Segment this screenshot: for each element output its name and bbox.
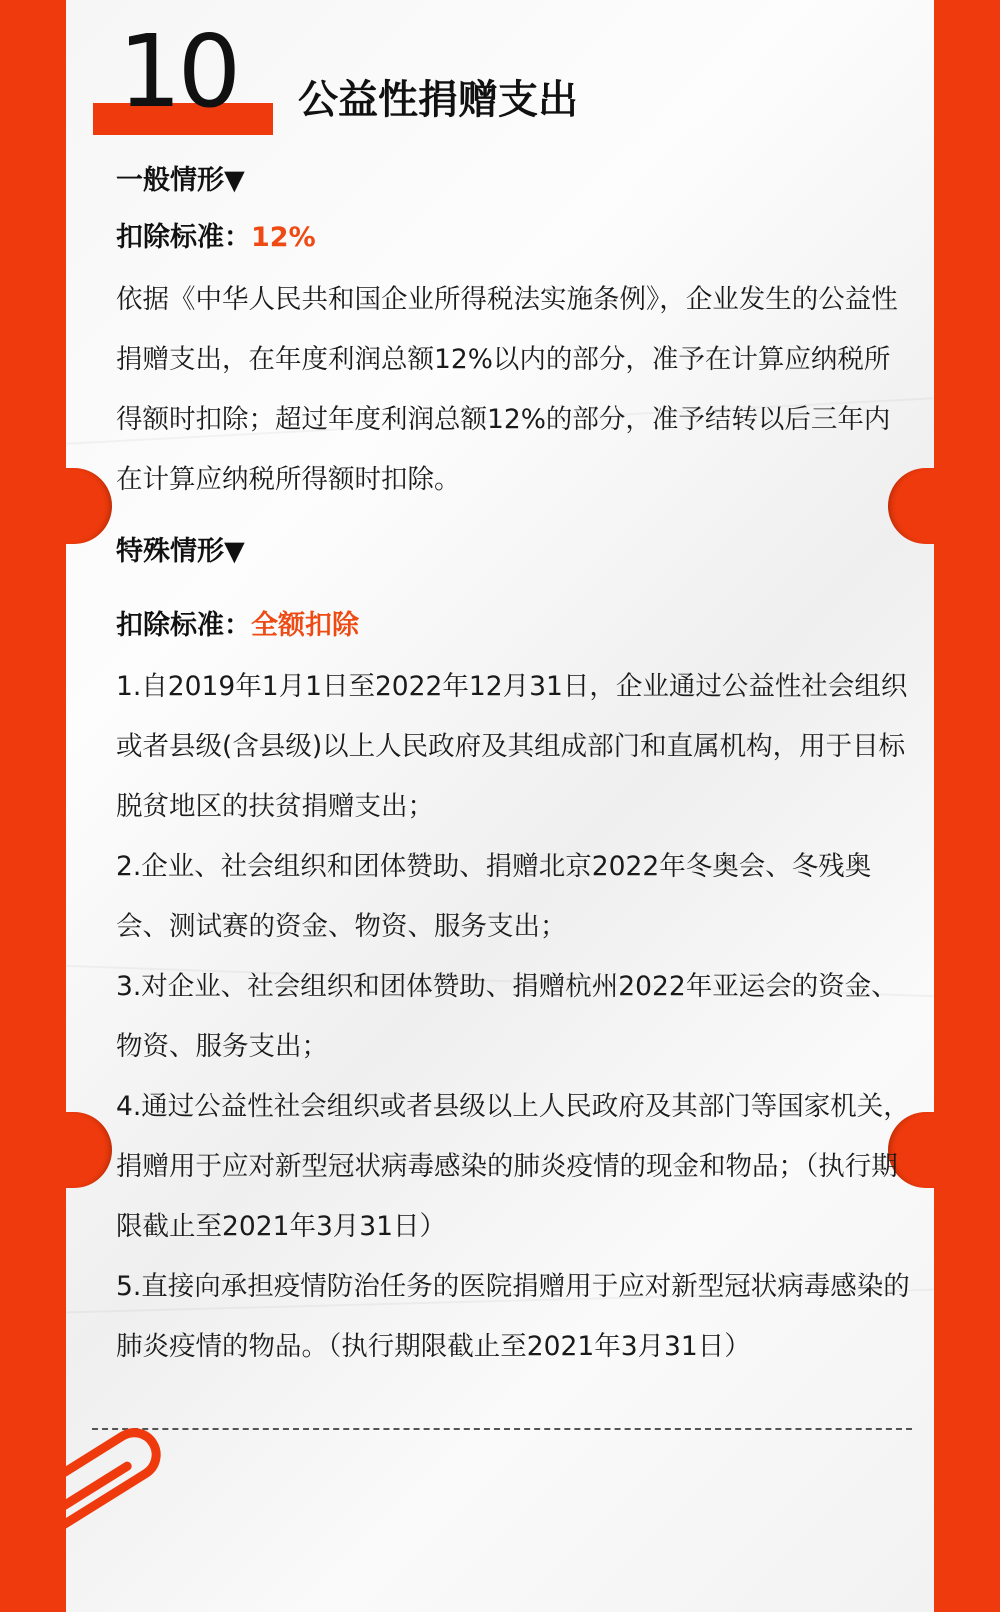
list-item: 3.对企业、社会组织和团体赞助、捐赠杭州2022年亚运会的资金、物资、服务支出； [116, 971, 898, 1062]
list-item: 4.通过公益性社会组织或者县级以上人民政府及其部门等国家机关，捐赠用于应对新型冠状病毒感染的肺炎疫情的现金和物品；（执行期限截止至2021年3月31日） [116, 1091, 910, 1242]
list-item: 1.自2019年1月1日至2022年12月31日，企业通过公益性社会组织或者县级(含县级)以上人民政府及其组成部门和直属机构，用于目标脱贫地区的扶贫捐赠支出； [116, 671, 908, 822]
special-items-list [116, 657, 922, 1377]
general-case-heading: 一般情形▼ [116, 165, 245, 196]
special-standard-value: 全额扣除 [251, 610, 359, 641]
general-paragraph [116, 270, 906, 510]
general-standard-value: 12% [251, 222, 316, 253]
special-case-heading: 特殊情形▼ [116, 536, 245, 567]
general-standard-label: 扣除标准： [116, 222, 251, 253]
general-deduction-standard [116, 222, 316, 254]
paperclip-icon [20, 1428, 190, 1558]
section-title: 公益性捐赠支出 [298, 77, 578, 123]
dashed-divider [92, 1428, 912, 1430]
general-paragraph-text: 依据《中华人民共和国企业所得税法实施条例》，企业发生的公益性捐赠支出，在年度利润总额12%以内的部分，准予在计算应纳税所得额时扣除；超过年度利润总额12%的部分，准予结转以后三年内在计算应纳税所得额时扣除。 [116, 284, 898, 495]
section-number: 10 [118, 13, 238, 130]
list-item: 5.直接向承担疫情防治任务的医院捐赠用于应对新型冠状病毒感染的肺炎疫情的物品。（执行期限截止至2021年3月31日） [116, 1271, 910, 1362]
special-standard-label: 扣除标准： [116, 610, 251, 641]
special-deduction-standard [116, 610, 359, 642]
list-item: 2.企业、社会组织和团体赞助、捐赠北京2022年冬奥会、冬残奥会、测试赛的资金、物资、服务支出； [116, 851, 872, 942]
